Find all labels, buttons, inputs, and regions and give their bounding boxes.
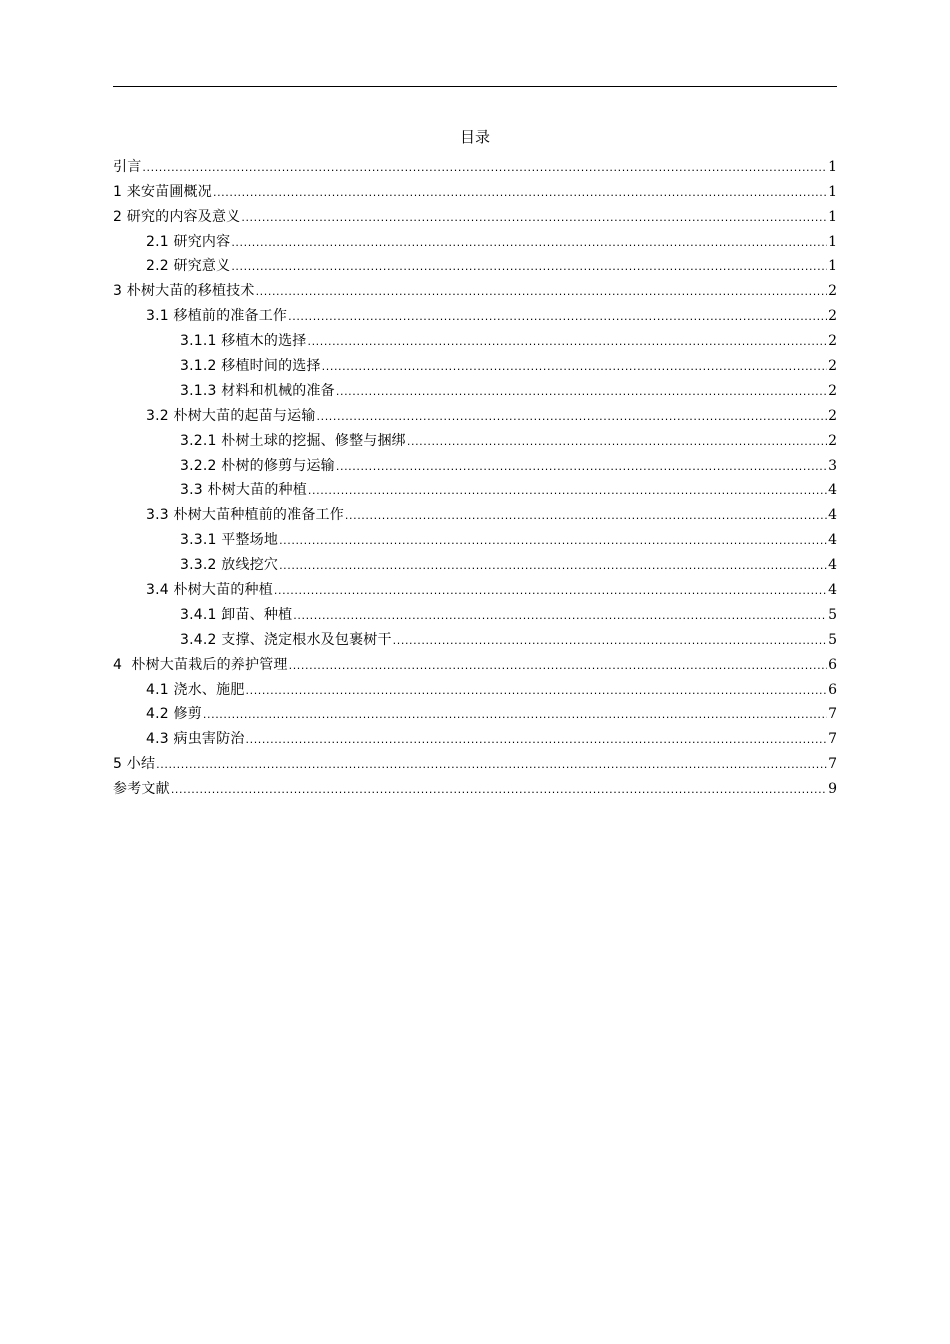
header-rule xyxy=(113,86,837,87)
dot-leader xyxy=(308,482,827,500)
toc-entry[interactable] xyxy=(113,700,837,725)
toc-entry[interactable] xyxy=(113,575,837,600)
toc-entry-text: 4.1 浇水、施肥 xyxy=(146,681,245,698)
toc-entry[interactable] xyxy=(113,326,837,351)
toc-entry-page: 1 xyxy=(828,233,837,250)
toc-entry-page: 2 xyxy=(828,432,837,449)
toc-entry-text: 3.3 朴树大苗种植前的准备工作 xyxy=(146,507,344,524)
dot-leader xyxy=(231,258,827,276)
toc-entry[interactable] xyxy=(113,724,837,749)
toc-entry[interactable] xyxy=(113,500,837,525)
dot-leader xyxy=(274,582,827,600)
toc-entry-text: 4.2 修剪 xyxy=(146,706,202,723)
toc-entry-page: 7 xyxy=(828,706,837,723)
toc-entry[interactable] xyxy=(113,177,837,202)
dot-leader xyxy=(213,184,827,202)
dot-leader xyxy=(393,632,827,650)
dot-leader xyxy=(289,657,827,675)
dot-leader xyxy=(203,706,827,724)
toc-title: 目录 xyxy=(459,128,490,146)
toc-entry[interactable] xyxy=(113,625,837,650)
toc-entry-text: 3.2 朴树大苗的起苗与运输 xyxy=(146,407,316,424)
toc-entry-page: 4 xyxy=(828,532,837,549)
dot-leader xyxy=(156,756,827,774)
toc-list xyxy=(113,152,837,799)
toc-entry-text: 参考文献 xyxy=(113,781,170,798)
toc-entry-text: 3.4.2 支撑、浇定根水及包裹树干 xyxy=(180,631,392,648)
toc-entry-page: 4 xyxy=(828,582,837,599)
toc-entry-text: 3.3 朴树大苗的种植 xyxy=(180,482,307,499)
toc-entry-page: 2 xyxy=(828,283,837,300)
toc-entry-text: 引言 xyxy=(113,158,142,175)
toc-entry-text: 3.1.1 移植木的选择 xyxy=(180,333,307,350)
toc-entry-text: 3.1.2 移植时间的选择 xyxy=(180,358,321,375)
toc-entry-text: 3.1 移植前的准备工作 xyxy=(146,308,288,325)
toc-entry[interactable] xyxy=(113,451,837,476)
toc-entry-text: 2.2 研究意义 xyxy=(146,258,231,275)
toc-entry[interactable] xyxy=(113,774,837,799)
toc-entry-page: 4 xyxy=(828,507,837,524)
toc-entry-page: 1 xyxy=(828,208,837,225)
toc-entry[interactable] xyxy=(113,600,837,625)
dot-leader xyxy=(279,557,827,575)
toc-entry-text: 3.1.3 材料和机械的准备 xyxy=(180,382,335,399)
toc-entry[interactable] xyxy=(113,550,837,575)
dot-leader xyxy=(293,607,827,625)
toc-entry-page: 6 xyxy=(828,656,837,673)
toc-entry-page: 1 xyxy=(828,183,837,200)
toc-entry-page: 2 xyxy=(828,333,837,350)
dot-leader xyxy=(246,731,828,749)
toc-entry[interactable] xyxy=(113,401,837,426)
dot-leader xyxy=(171,781,827,799)
toc-entry-page: 2 xyxy=(828,358,837,375)
toc-entry-page: 9 xyxy=(828,781,837,798)
dot-leader xyxy=(231,234,827,252)
toc-entry-text: 3.2.2 朴树的修剪与运输 xyxy=(180,457,335,474)
dot-leader xyxy=(307,333,827,351)
toc-entry-text: 3.3.1 平整场地 xyxy=(180,532,279,549)
dot-leader xyxy=(345,507,827,525)
toc-entry[interactable] xyxy=(113,252,837,277)
dot-leader xyxy=(246,682,828,700)
toc-entry-page: 2 xyxy=(828,382,837,399)
toc-entry[interactable] xyxy=(113,227,837,252)
toc-entry-text: 4.3 病虫害防治 xyxy=(146,731,245,748)
dot-leader xyxy=(142,159,827,177)
toc-entry-text: 3.2.1 朴树土球的挖掘、修整与捆绑 xyxy=(180,432,406,449)
toc-entry[interactable] xyxy=(113,202,837,227)
dot-leader xyxy=(317,408,828,426)
toc-entry-page: 1 xyxy=(828,158,837,175)
toc-entry-text: 3.3.2 放线挖穴 xyxy=(180,557,279,574)
toc-entry-text: 2.1 研究内容 xyxy=(146,233,231,250)
toc-entry[interactable] xyxy=(113,525,837,550)
toc-entry[interactable] xyxy=(113,276,837,301)
dot-leader xyxy=(407,433,827,451)
dot-leader xyxy=(256,283,828,301)
toc-entry-page: 7 xyxy=(828,756,837,773)
toc-entry-page: 1 xyxy=(828,258,837,275)
toc-entry-page: 7 xyxy=(828,731,837,748)
toc-entry-page: 4 xyxy=(828,557,837,574)
dot-leader xyxy=(322,358,827,376)
toc-entry[interactable] xyxy=(113,301,837,326)
toc-entry-page: 2 xyxy=(828,407,837,424)
dot-leader xyxy=(336,383,827,401)
toc-entry[interactable] xyxy=(113,426,837,451)
toc-entry-text: 5 小结 xyxy=(113,756,156,773)
toc-entry-text: 3.4 朴树大苗的种植 xyxy=(146,582,273,599)
toc-entry-page: 4 xyxy=(828,482,837,499)
toc-entry[interactable] xyxy=(113,351,837,376)
toc-entry-text: 1 来安苗圃概况 xyxy=(113,183,212,200)
toc-entry[interactable] xyxy=(113,476,837,501)
toc-entry-page: 6 xyxy=(828,681,837,698)
toc-entry-page: 5 xyxy=(828,606,837,623)
dot-leader xyxy=(279,532,827,550)
toc-entry-page: 5 xyxy=(828,631,837,648)
toc-entry-text: 3 朴树大苗的移植技术 xyxy=(113,283,255,300)
toc-entry-page: 3 xyxy=(828,457,837,474)
toc-entry-text: 2 研究的内容及意义 xyxy=(113,208,241,225)
dot-leader xyxy=(241,209,827,227)
toc-entry[interactable] xyxy=(113,749,837,774)
toc-entry[interactable] xyxy=(113,650,837,675)
toc-entry-page: 2 xyxy=(828,308,837,325)
toc-entry[interactable] xyxy=(113,376,837,401)
toc-entry[interactable] xyxy=(113,675,837,700)
toc-entry-text: 3.4.1 卸苗、种植 xyxy=(180,606,293,623)
toc-entry[interactable] xyxy=(113,152,837,177)
dot-leader xyxy=(336,458,827,476)
dot-leader xyxy=(288,308,827,326)
toc-entry-text: 4 朴树大苗栽后的养护管理 xyxy=(113,656,288,673)
